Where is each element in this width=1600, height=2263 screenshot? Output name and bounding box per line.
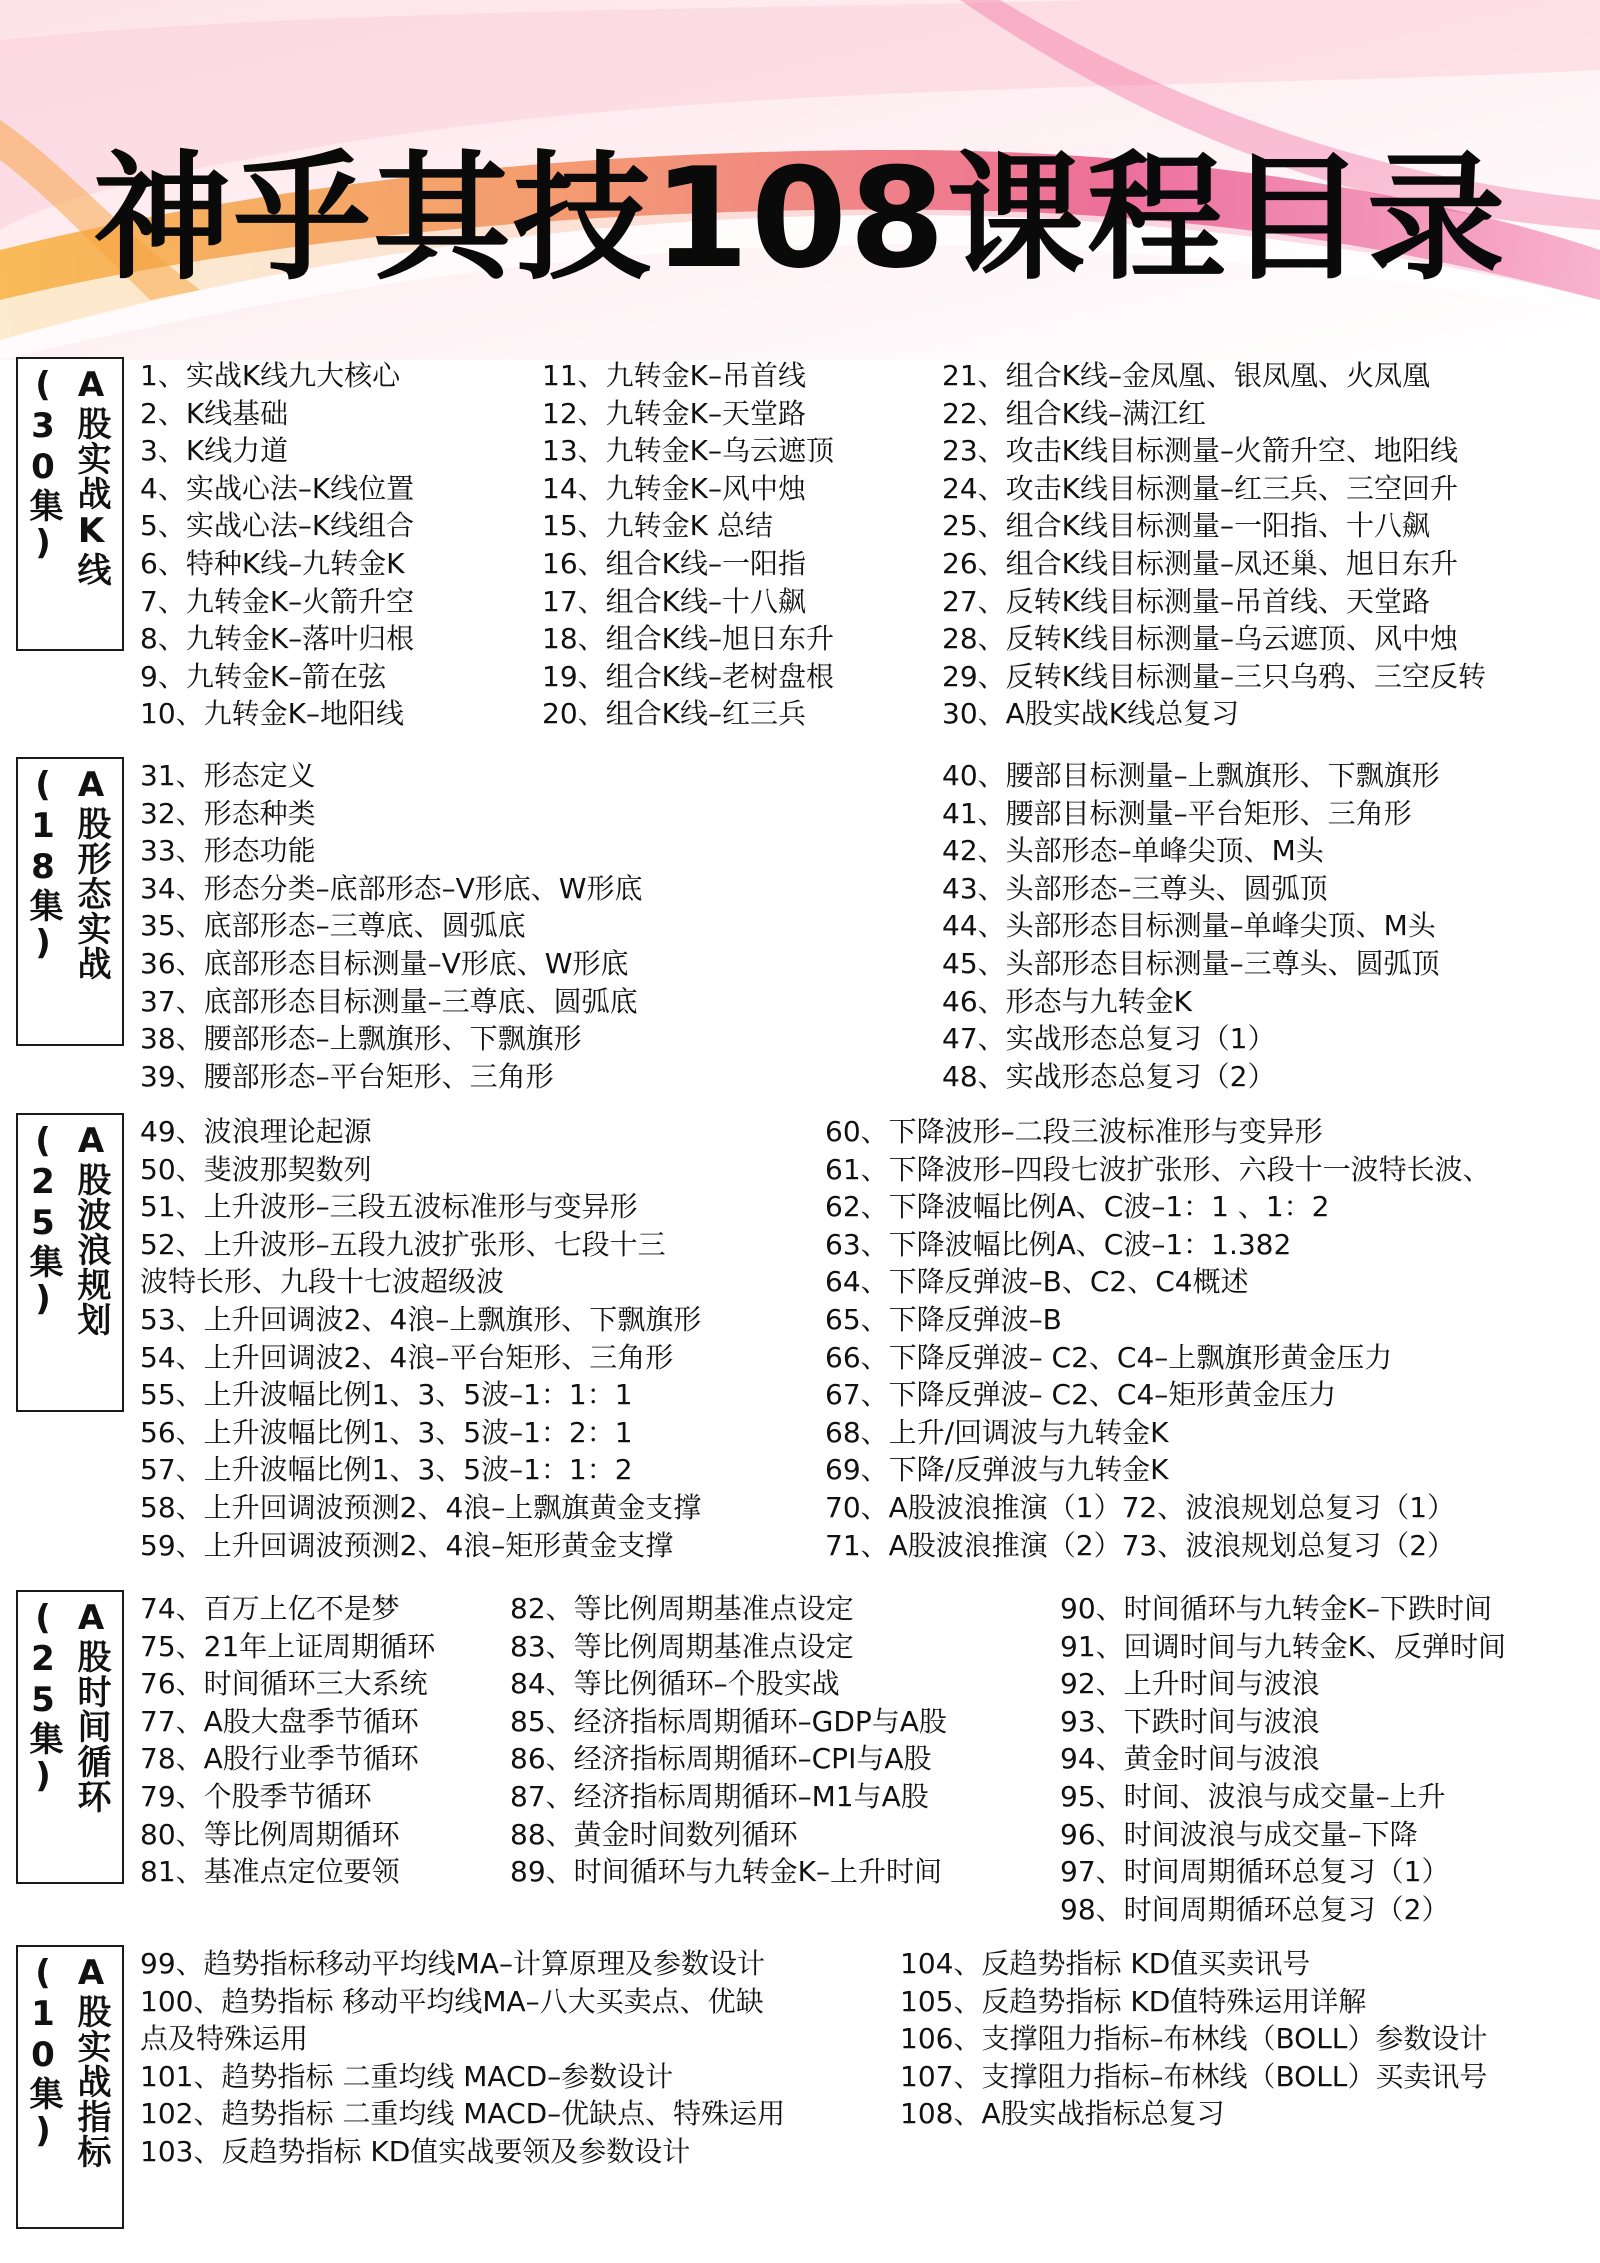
course-list-kline-col2 [542, 357, 834, 733]
section-episodes: (30集) [23, 365, 63, 564]
course-item: 103、反趋势指标 KD值实战要领及参数设计 [140, 2134, 691, 2168]
course-item: 60、下降波形–二段三波标准形与变异形 [825, 1115, 1323, 1148]
course-item: 20、组合K线–红三兵 [542, 697, 806, 731]
course-item: 81、基准点定位要领 [140, 1855, 400, 1889]
course-item: 1、实战K线九大核心 [140, 359, 401, 392]
course-item: 101、趋势指标 二重均线 MACD–参数设计 [140, 2059, 674, 2093]
course-list-time-col2 [510, 1590, 947, 1891]
course-list-wave-col2 [825, 1113, 1491, 1564]
course-item: 8、九转金K–落叶归根 [140, 622, 415, 656]
course-item: 102、趋势指标 二重均线 MACD–优缺点、特殊运用 [140, 2097, 786, 2131]
section-label-wave [16, 1113, 124, 1412]
course-item: 7、九转金K–火箭升空 [140, 584, 415, 618]
course-item: 35、底部形态–三尊底、圆弧底 [140, 909, 526, 943]
course-item: 2、K线基础 [140, 396, 289, 430]
course-item: 70、A股波浪推演（1）72、波浪规划总复习（1） [825, 1490, 1456, 1524]
course-item: 108、A股实战指标总复习 [900, 2097, 1225, 2131]
course-item: 89、时间循环与九转金K–上升时间 [510, 1855, 942, 1889]
course-item: 50、斐波那契数列 [140, 1152, 372, 1186]
course-item: 54、上升回调波2、4浪–平台矩形、三角形 [140, 1340, 674, 1374]
course-item: 74、百万上亿不是梦 [140, 1592, 400, 1625]
course-item: 90、时间循环与九转金K–下跌时间 [1060, 1592, 1492, 1625]
course-item: 29、反转K线目标测量–三只乌鸦、三空反转 [942, 659, 1486, 693]
course-item: 75、21年上证周期循环 [140, 1629, 436, 1663]
course-item: 79、个股季节循环 [140, 1779, 372, 1813]
course-item: 68、上升/回调波与九转金K [825, 1415, 1169, 1449]
course-item: 49、波浪理论起源 [140, 1115, 372, 1148]
course-item: 22、组合K线–满江红 [942, 396, 1206, 430]
course-item: 96、时间波浪与成交量–下降 [1060, 1817, 1418, 1851]
course-item: 17、组合K线–十八飙 [542, 584, 806, 618]
course-item: 83、等比例周期基准点设定 [510, 1629, 854, 1663]
course-item: 69、下降/反弹波与九转金K [825, 1453, 1169, 1487]
section-episodes: (10集) [23, 1953, 63, 2152]
section-label-pattern [16, 757, 124, 1046]
course-item: 98、时间周期循环总复习（2） [1060, 1892, 1450, 1926]
course-item: 38、腰部形态–上飘旗形、下飘旗形 [140, 1022, 582, 1056]
course-item: 106、支撑阻力指标–布林线（BOLL）参数设计 [900, 2022, 1488, 2056]
course-list-indicator-col2 [900, 1945, 1487, 2133]
course-item: 91、回调时间与九转金K、反弹时间 [1060, 1629, 1506, 1663]
course-item: 42、头部形态–单峰尖顶、M头 [942, 834, 1324, 868]
course-item: 94、黄金时间与波浪 [1060, 1742, 1320, 1776]
course-item: 65、下降反弹波–B [825, 1302, 1062, 1336]
course-item: 62、下降波幅比例A、C波–1：1 、1：2 [825, 1190, 1330, 1224]
course-item: 100、趋势指标 移动平均线MA–八大买卖点、优缺 [140, 1984, 764, 2018]
course-item: 24、攻击K线目标测量–红三兵、三空回升 [942, 471, 1458, 505]
course-item: 33、形态功能 [140, 834, 316, 868]
course-item: 77、A股大盘季节循环 [140, 1704, 419, 1738]
section-label-kline [16, 357, 124, 651]
course-item: 44、头部形态目标测量–单峰尖顶、M头 [942, 909, 1436, 943]
course-item: 波特长形、九段十七波超级波 [140, 1265, 505, 1299]
course-item: 93、下跌时间与波浪 [1060, 1704, 1320, 1738]
section-title: A股时间循环 [71, 1598, 111, 1814]
course-item: 18、组合K线–旭日东升 [542, 622, 834, 656]
page-title: 神乎其技108课程目录 [92, 138, 1508, 299]
course-item: 6、特种K线–九转金K [140, 546, 405, 580]
course-item: 97、时间周期循环总复习（1） [1060, 1855, 1450, 1889]
course-list-time-col3 [1060, 1590, 1506, 1928]
course-item: 15、九转金K 总结 [542, 509, 773, 543]
course-item: 30、A股实战K线总复习 [942, 697, 1240, 731]
course-item: 104、反趋势指标 KD值买卖讯号 [900, 1947, 1311, 1980]
course-item: 88、黄金时间数列循环 [510, 1817, 798, 1851]
section-title: A股实战指标 [71, 1953, 111, 2169]
course-item: 39、腰部形态–平台矩形、三角形 [140, 1059, 554, 1093]
section-episodes: (18集) [23, 765, 63, 964]
course-item: 25、组合K线目标测量–一阳指、十八飙 [942, 509, 1430, 543]
course-item: 26、组合K线目标测量–凤还巢、旭日东升 [942, 546, 1458, 580]
course-item: 11、九转金K–吊首线 [542, 359, 806, 392]
course-list-time-col1 [140, 1590, 435, 1891]
course-item: 43、头部形态–三尊头、圆弧顶 [942, 871, 1328, 905]
course-item: 4、实战心法–K线位置 [140, 471, 415, 505]
course-item: 61、下降波形–四段七波扩张形、六段十一波特长波、 [825, 1152, 1491, 1186]
section-title: A股形态实战 [71, 765, 111, 981]
course-item: 37、底部形态目标测量–三尊底、圆弧底 [140, 984, 638, 1018]
course-list-kline-col1 [140, 357, 414, 733]
course-item: 27、反转K线目标测量–吊首线、天堂路 [942, 584, 1430, 618]
course-item: 48、实战形态总复习（2） [942, 1059, 1276, 1093]
course-item: 5、实战心法–K线组合 [140, 509, 415, 543]
course-item: 71、A股波浪推演（2）73、波浪规划总复习（2） [825, 1528, 1456, 1562]
course-list-wave-col1 [140, 1113, 701, 1564]
course-item: 63、下降波幅比例A、C波–1：1.382 [825, 1227, 1292, 1261]
course-item: 45、头部形态目标测量–三尊头、圆弧顶 [942, 946, 1440, 980]
course-item: 9、九转金K–箭在弦 [140, 659, 387, 693]
course-item: 107、支撑阻力指标–布林线（BOLL）买卖讯号 [900, 2059, 1488, 2093]
course-item: 14、九转金K–风中烛 [542, 471, 806, 505]
course-item: 87、经济指标周期循环–M1与A股 [510, 1779, 929, 1813]
course-item: 28、反转K线目标测量–乌云遮顶、风中烛 [942, 622, 1458, 656]
course-item: 21、组合K线–金凤凰、银凤凰、火凤凰 [942, 359, 1430, 392]
course-item: 53、上升回调波2、4浪–上飘旗形、下飘旗形 [140, 1302, 702, 1336]
course-item: 82、等比例周期基准点设定 [510, 1592, 854, 1625]
course-item: 点及特殊运用 [140, 2022, 309, 2056]
course-item: 58、上升回调波预测2、4浪–上飘旗黄金支撑 [140, 1490, 702, 1524]
course-item: 95、时间、波浪与成交量–上升 [1060, 1779, 1446, 1813]
course-list-kline-col3 [942, 357, 1486, 733]
course-item: 57、上升波幅比例1、3、5波–1：1：2 [140, 1453, 633, 1487]
course-item: 46、形态与九转金K [942, 984, 1192, 1018]
course-item: 47、实战形态总复习（1） [942, 1022, 1276, 1056]
course-item: 51、上升波形–三段五波标准形与变异形 [140, 1190, 638, 1224]
course-item: 92、上升时间与波浪 [1060, 1667, 1320, 1701]
course-item: 76、时间循环三大系统 [140, 1667, 428, 1701]
course-item: 64、下降反弹波–B、C2、C4概述 [825, 1265, 1249, 1299]
course-item: 31、形态定义 [140, 759, 316, 792]
course-item: 36、底部形态目标测量–V形底、W形底 [140, 946, 629, 980]
course-list-indicator-col1 [140, 1945, 785, 2171]
course-item: 34、形态分类–底部形态–V形底、W形底 [140, 871, 643, 905]
course-item: 3、K线力道 [140, 434, 289, 468]
course-item: 23、攻击K线目标测量–火箭升空、地阳线 [942, 434, 1458, 468]
course-item: 67、下降反弹波– C2、C4–矩形黄金压力 [825, 1378, 1337, 1412]
course-list-pattern-col2 [942, 757, 1440, 1095]
section-title: A股实战K线 [71, 365, 111, 587]
course-item: 19、组合K线–老树盘根 [542, 659, 834, 693]
course-item: 59、上升回调波预测2、4浪–矩形黄金支撑 [140, 1528, 674, 1562]
course-item: 99、趋势指标移动平均线MA–计算原理及参数设计 [140, 1947, 765, 1980]
course-item: 78、A股行业季节循环 [140, 1742, 419, 1776]
section-episodes: (25集) [23, 1121, 63, 1320]
course-item: 52、上升波形–五段九波扩张形、七段十三 [140, 1227, 666, 1261]
section-title: A股波浪规划 [71, 1121, 111, 1337]
section-label-time [16, 1590, 124, 1884]
course-item: 84、等比例循环–个股实战 [510, 1667, 840, 1701]
course-item: 40、腰部目标测量–上飘旗形、下飘旗形 [942, 759, 1440, 792]
course-item: 85、经济指标周期循环–GDP与A股 [510, 1704, 947, 1738]
course-item: 56、上升波幅比例1、3、5波–1：2：1 [140, 1415, 633, 1449]
course-item: 66、下降反弹波– C2、C4–上飘旗形黄金压力 [825, 1340, 1393, 1374]
course-item: 16、组合K线–一阳指 [542, 546, 806, 580]
section-episodes: (25集) [23, 1598, 63, 1797]
section-label-indicator [16, 1945, 124, 2229]
course-item: 80、等比例周期循环 [140, 1817, 400, 1851]
course-item: 13、九转金K–乌云遮顶 [542, 434, 834, 468]
course-item: 12、九转金K–天堂路 [542, 396, 806, 430]
course-item: 105、反趋势指标 KD值特殊运用详解 [900, 1984, 1367, 2018]
course-item: 41、腰部目标测量–平台矩形、三角形 [942, 796, 1412, 830]
course-item: 32、形态种类 [140, 796, 316, 830]
course-item: 10、九转金K–地阳线 [140, 697, 404, 731]
course-item: 86、经济指标周期循环–CPI与A股 [510, 1742, 932, 1776]
course-list-pattern-col1 [140, 757, 642, 1095]
course-item: 55、上升波幅比例1、3、5波–1：1：1 [140, 1378, 633, 1412]
